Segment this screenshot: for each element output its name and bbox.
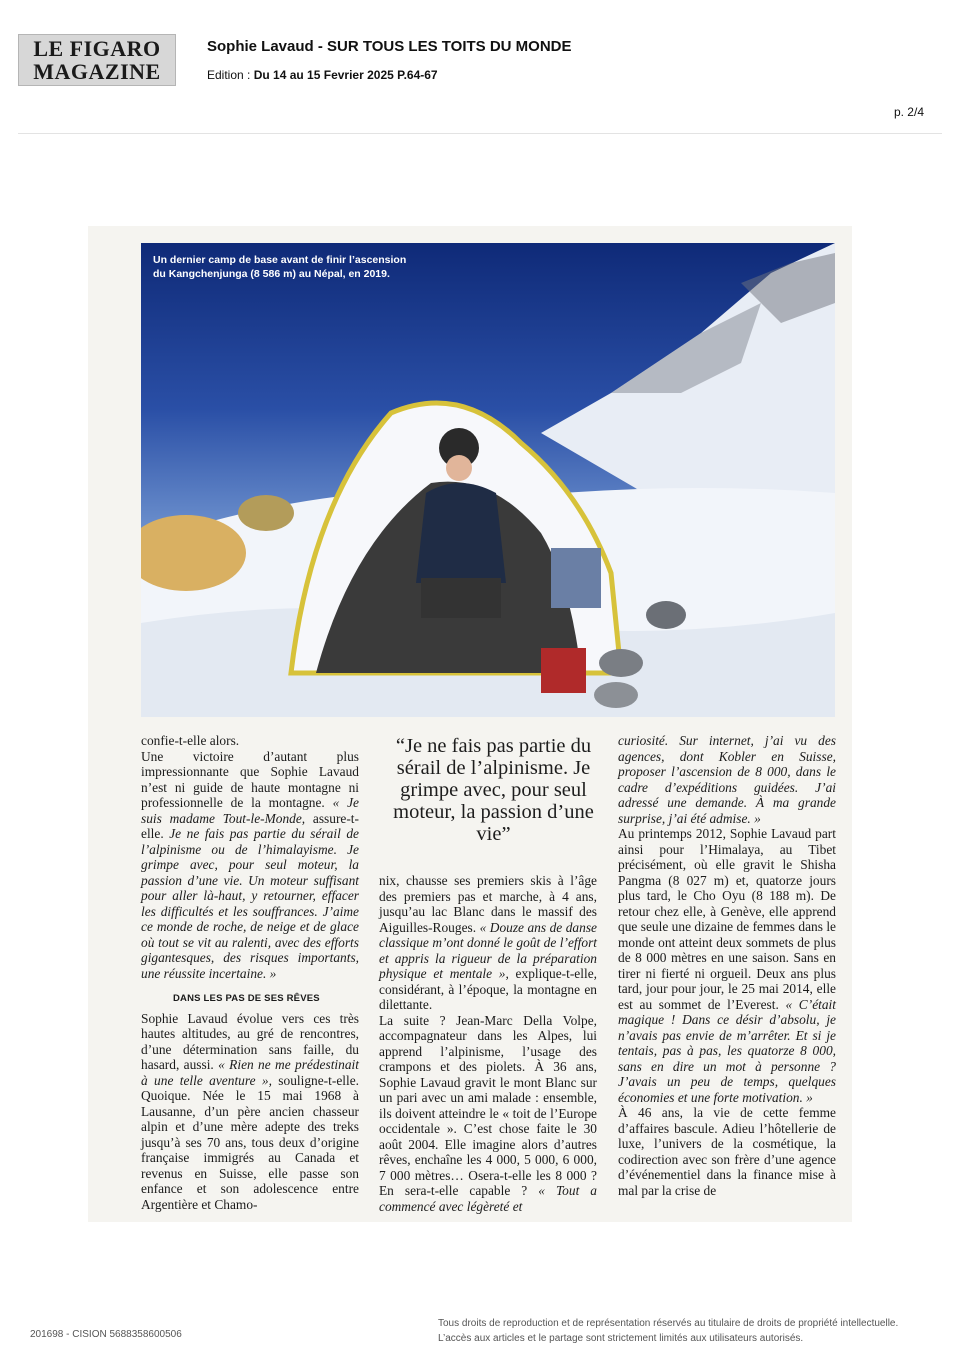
page-number: p. 2/4	[893, 105, 924, 119]
footer-reference: 201698 - CISION 5688358600506	[30, 1329, 182, 1340]
text-run: nix, chausse ses premiers skis à l’âge des premiers pas et marche, à 4 ans, jusqu’au lac Blanc dans le massif des Aiguilles-Rouges.	[379, 873, 597, 935]
article-column-3	[618, 733, 836, 1198]
article-title: Sophie Lavaud - SUR TOUS LES TOITS DU MONDE	[207, 38, 572, 55]
text-run: Au printemps 2012, Sophie Lavaud part ainsi pour l’Himalaya, au Tibet précisément, où elle gravit le Shisha Pangma (8 027 m) et, quatorze jours plus tard, le Cho Oyu (8 188 m). De retour chez elle, à Genève, elle apprend que seule une dizaine de femmes dans le monde ont atteint deux sommets de plus de 8 000 mètres en une saison. Sans en tirer ni fierté ni orgueil. Deux ans plus tard, jour pour jour, le 25 mai 2014, elle est au sommet de l’Everest.	[618, 826, 836, 1012]
edition-label: Edition :	[207, 68, 251, 82]
footer-copyright	[438, 1316, 898, 1346]
quote-run: « Tout a commencé avec légèreté et	[379, 1183, 597, 1214]
pull-quote: “Je ne fais pas partie du sérail de l’alpinisme. Je grimpe avec, pour seul moteur, la passion d’une vie”	[393, 735, 594, 845]
text-run: assure-t-elle.	[141, 810, 359, 841]
quote-run: « Douze ans de danse classique m’ont donné le goût de l’effort et appris la rigueur de la préparation physique et mentale »,	[379, 919, 597, 981]
paragraph	[141, 1011, 359, 1213]
paragraph: À 46 ans, la vie de cette femme d’affaires bascule. Adieu l’hôtellerie de luxe, l’univers de la cosmétique, la codirection avec son frère d’une agence d’événementiel dans la finance mise à mal par la crise de	[618, 1105, 836, 1198]
caption-line1: Un dernier camp de base avant de finir l’ascension	[153, 254, 407, 266]
text-run: La suite ? Jean-Marc Della Volpe, accompagnateur dans les Alpes, lui apprend l’alpinisme, l’usage des crampons et des piolets. À 36 ans, Sophie Lavaud gravit le mont Blanc sur un pari avec un ami malade : ensemble, ils doivent atteindre le « toit de l’Europe occidentale ». C’est chose faite le 30 août 2004. Elle imagine alors d’autres rêves, enchaîne les 4 000, 5 000, 6 000, 7 000 mètres… Osera-t-elle les 8 000 ? En sera-t-elle capable ?	[379, 1012, 597, 1198]
le-figaro-magazine-logo	[18, 34, 176, 86]
quote-run: « C’était magique ! Dans ce désir d’absolu, je n’avais pas envie de m’arrêter. Et si je tentais, pas à pas, les quatorze 8 000, sans en dire un mot à personne ? J’avais un peu de temps, quelques économies et une forte motivation. »	[618, 996, 836, 1105]
logo-line1: LE FIGARO	[33, 36, 161, 61]
header-divider	[18, 133, 942, 134]
photo-caption	[153, 253, 453, 281]
caption-line2: du Kangchenjunga (8 586 m) au Népal, en 2019.	[153, 268, 390, 281]
article-column-1	[141, 733, 359, 1212]
text-run: explique-t-elle, considérant, à l’époque, la montagne en dilettante.	[379, 966, 597, 1012]
quote-run: « Je suis madame Tout-le-Monde,	[141, 795, 360, 826]
edition-info	[207, 68, 438, 82]
text-run: Sophie Lavaud évolue vers ces très hautes altitudes, au gré de rencontres, d’une détermination sans faille, du hasard, aussi.	[141, 1010, 359, 1072]
section-subhead: DANS LES PAS DE SES RÊVES	[173, 993, 320, 1004]
edition-value: Du 14 au 15 Fevrier 2025 P.64-67	[253, 68, 438, 82]
text-run: souligne-t-elle. Quoique. Née le 15 mai 1968 à Lausanne, d’un père ancien chasseur alpin et d’une mère adepte des treks jusqu’à ses 70 ans, tous deux d’origine française immigrés au Canada et revenus en Suisse, elle passe son enfance et son adolescence entre Argentière et Chamo-	[141, 1072, 359, 1212]
quote-run: « Rien ne me prédestinait à une telle aventure »,	[141, 1057, 359, 1088]
logo-line2: MAGAZINE	[33, 59, 161, 84]
copyright-line1: Tous droits de reproduction et de représentation réservés au titulaire de droits de propriété intellectuelle.	[438, 1318, 899, 1329]
paragraph: confie-t-elle alors.	[141, 733, 240, 748]
paragraph: curiosité. Sur internet, j’ai vu des agences, dont Kobler en Suisse, proposer l’ascension de 8 000, dans le cadre d’expéditions guidées. J’ai adressé une demande. À ma grande surprise, j’ai été admise. »	[618, 733, 836, 826]
tent-base-camp-photo	[141, 243, 835, 717]
copyright-line2: L’accès aux articles et le partage sont strictement limités aux utilisateurs autorisés.	[438, 1333, 804, 1344]
article-column-2	[379, 873, 597, 1214]
photo-illustration	[141, 243, 835, 717]
paragraph	[141, 749, 359, 982]
paragraph	[379, 1013, 597, 1215]
paragraph	[618, 826, 836, 1105]
text-run: Une victoire d’autant plus impressionnante que Sophie Lavaud n’est ni guide de haute montagne ni professionnelle de la montagne.	[141, 748, 359, 810]
paragraph	[379, 873, 597, 1013]
quote-run: Je ne fais pas partie du sérail de l’alpinisme ou de l’himalayisme. Je grimpe avec, pour seul moteur, la passion d’une vie. Un moteur suffisant pour aller là-haut, y retourner, effacer les difficultés et les souffrances. J’aime ce monde de roche, de neige et de glace où tout se vit au ralenti, avec des efforts gigantesques, des risques importants, une réussite incertaine. »	[141, 826, 359, 981]
